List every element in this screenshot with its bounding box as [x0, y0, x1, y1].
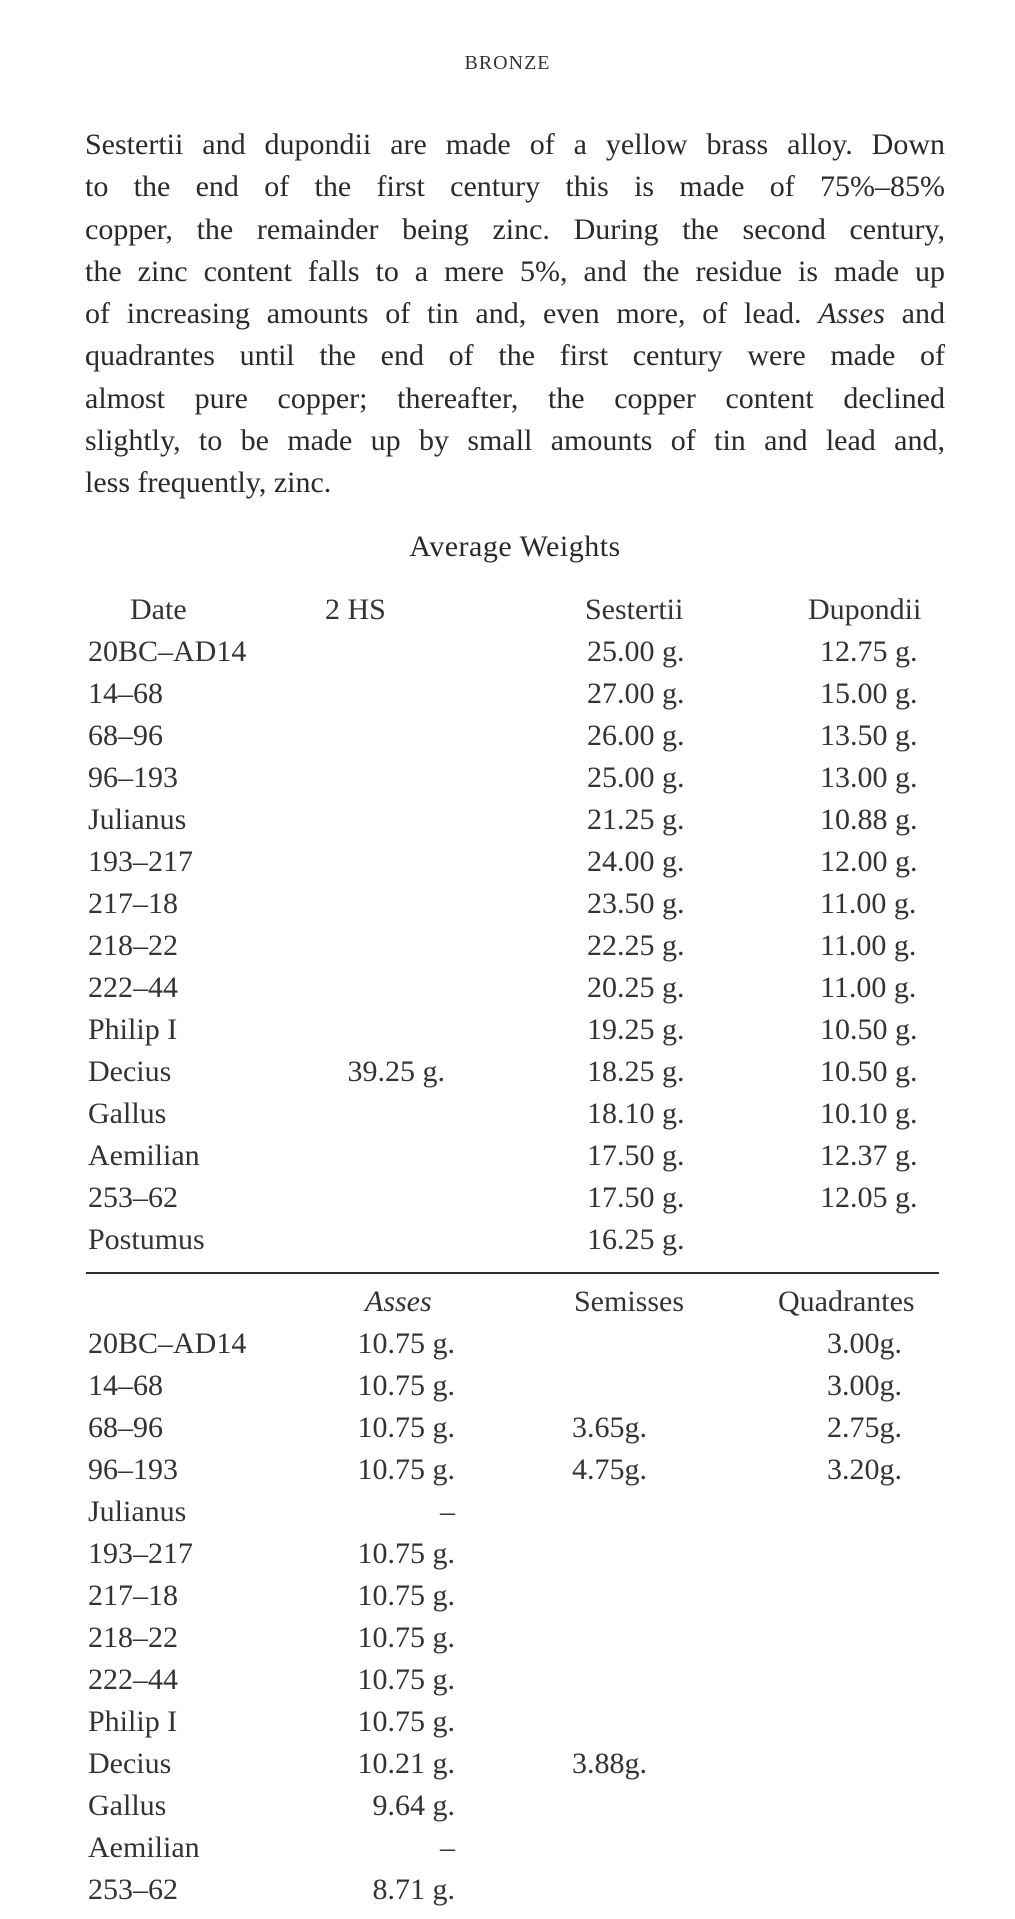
table-row	[0, 803, 1015, 845]
paragraph-text: the zinc content falls to a mere 5%, and the residue is made up	[85, 254, 945, 288]
paragraph-text: less frequently, zinc.	[85, 466, 332, 500]
dupondii-cell: 10.10 g.	[820, 1097, 918, 1130]
asses-cell: 10.21 g.	[357, 1747, 455, 1780]
date-cell: 193–217	[88, 845, 193, 878]
date-cell: 217–18	[88, 887, 178, 920]
dupondii-cell: 12.00 g.	[820, 845, 918, 878]
table-row	[0, 1537, 1015, 1579]
sestertii-cell: 21.25 g.	[587, 803, 685, 836]
sestertii-cell: 26.00 g.	[587, 719, 685, 752]
date-cell: Decius	[88, 1055, 172, 1088]
dupondii-cell: 13.50 g.	[820, 719, 918, 752]
table-row	[0, 1411, 1015, 1453]
asses-cell: 10.75 g.	[357, 1453, 455, 1486]
date-cell: Gallus	[88, 1097, 167, 1130]
paragraph-line	[85, 335, 945, 377]
table-row	[0, 929, 1015, 971]
date-cell: 193–217	[88, 1537, 193, 1570]
paragraph-text: Sestertii and dupondii are made of a yellow brass alloy. Down	[85, 128, 945, 161]
table-row	[0, 1097, 1015, 1139]
asses-cell: 10.75 g.	[357, 1621, 455, 1654]
table-header-row	[0, 1285, 1015, 1327]
date-cell: Philip I	[88, 1013, 178, 1046]
sestertii-cell: 23.50 g.	[587, 887, 685, 920]
column-header-dupondii: Dupondii	[808, 593, 922, 626]
date-cell: 222–44	[88, 1663, 178, 1696]
paragraph-text: to the end of the first century this is made of 75%–85%	[85, 170, 945, 204]
table-row	[0, 635, 1015, 677]
dupondii-cell: 12.05 g.	[820, 1181, 918, 1214]
asses-cell: 9.64 g.	[372, 1789, 455, 1822]
paragraph-line	[85, 251, 945, 293]
asses-cell: 10.75 g.	[357, 1705, 455, 1738]
paragraph-text: slightly, to be made up by small amounts of tin and lead and,	[85, 424, 945, 458]
date-cell: 253–62	[88, 1181, 178, 1214]
sestertii-cell: 25.00 g.	[587, 761, 685, 794]
table-row	[0, 1013, 1015, 1055]
table-row	[0, 1579, 1015, 1621]
paragraph-line	[85, 209, 945, 251]
date-cell: Julianus	[88, 803, 187, 836]
running-head: BRONZE	[464, 52, 551, 74]
paragraph-line	[85, 166, 945, 208]
date-cell: Postumus	[88, 1223, 205, 1256]
sestertii-cell: 20.25 g.	[587, 971, 685, 1004]
date-cell: 96–193	[88, 1453, 178, 1486]
table-row	[0, 719, 1015, 761]
table-row	[0, 1181, 1015, 1223]
table-row	[0, 1055, 1015, 1097]
table-row	[0, 1663, 1015, 1705]
table-row	[0, 677, 1015, 719]
sestertii-cell: 18.10 g.	[587, 1097, 685, 1130]
semisses-cell: 3.88g.	[572, 1747, 647, 1780]
table-row	[0, 887, 1015, 929]
asses-cell: 10.75 g.	[357, 1579, 455, 1612]
table-row	[0, 1139, 1015, 1181]
column-header-2hs: 2 HS	[325, 593, 386, 626]
date-cell: 222–44	[88, 971, 178, 1004]
table-row	[0, 1831, 1015, 1873]
column-header-sestertii: Sestertii	[585, 593, 684, 626]
semisses-cell: 3.65g.	[572, 1411, 647, 1444]
dupondii-cell: 10.50 g.	[820, 1055, 918, 1088]
date-cell: 217–18	[88, 1579, 178, 1612]
column-header-quadrantes: Quadrantes	[778, 1285, 915, 1318]
asses-cell: 10.75 g.	[357, 1327, 455, 1360]
sestertii-cell: 17.50 g.	[587, 1139, 685, 1172]
column-header-asses: Asses	[365, 1285, 432, 1318]
dupondii-cell: 15.00 g.	[820, 677, 918, 710]
table-row	[0, 1747, 1015, 1789]
date-cell: 68–96	[88, 1411, 163, 1444]
quadrantes-cell: 3.20g.	[827, 1453, 902, 1486]
date-cell: 218–22	[88, 1621, 178, 1654]
table-row	[0, 1223, 1015, 1265]
table-row	[0, 1369, 1015, 1411]
paragraph-text: almost pure copper; thereafter, the copper content declined	[85, 381, 945, 415]
asses-cell: 10.75 g.	[357, 1369, 455, 1402]
asses-cell: 10.75 g.	[357, 1411, 455, 1444]
column-header-date: Date	[130, 593, 187, 626]
dupondii-cell: 12.75 g.	[820, 635, 918, 668]
date-cell: 14–68	[88, 677, 163, 710]
dupondii-cell: 13.00 g.	[820, 761, 918, 794]
asses-cell: 10.75 g.	[357, 1537, 455, 1570]
table-row	[0, 761, 1015, 803]
table-divider	[86, 1272, 939, 1274]
table-row	[0, 1495, 1015, 1537]
paragraph-text: quadrantes until the end of the first century were made of	[85, 339, 945, 373]
date-cell: Julianus	[88, 1495, 187, 1528]
date-cell: Aemilian	[88, 1139, 200, 1172]
paragraph-line	[85, 420, 945, 462]
paragraph-text: of increasing amounts of tin and, even more, of lead.	[85, 297, 819, 331]
date-cell: Decius	[88, 1747, 172, 1780]
paragraph-line	[85, 124, 945, 166]
paragraph-line	[85, 462, 945, 504]
paragraph-text: copper, the remainder being zinc. During the second century,	[85, 212, 945, 246]
dupondii-cell: 10.88 g.	[820, 803, 918, 836]
date-cell: 14–68	[88, 1369, 163, 1402]
table-row	[0, 845, 1015, 887]
paragraph-line	[85, 293, 945, 335]
quadrantes-cell: 3.00g.	[827, 1327, 902, 1360]
double-sestertius-cell: 39.25 g.	[347, 1055, 445, 1088]
table-row	[0, 1705, 1015, 1747]
sestertii-cell: 18.25 g.	[587, 1055, 685, 1088]
dupondii-cell: 11.00 g.	[820, 887, 917, 920]
table-row	[0, 1789, 1015, 1831]
dupondii-cell: 12.37 g.	[820, 1139, 918, 1172]
quadrantes-cell: 3.00g.	[827, 1369, 902, 1402]
date-cell: Aemilian	[88, 1831, 200, 1864]
sestertii-cell: 24.00 g.	[587, 845, 685, 878]
date-cell: Gallus	[88, 1789, 167, 1822]
italic-term: Asses	[818, 297, 885, 331]
date-cell: Philip I	[88, 1705, 178, 1738]
sestertii-cell: 19.25 g.	[587, 1013, 685, 1046]
date-cell: 96–193	[88, 761, 178, 794]
date-cell: 253–62	[88, 1873, 178, 1906]
body-paragraph	[85, 124, 945, 505]
sestertii-cell: 17.50 g.	[587, 1181, 685, 1214]
dupondii-cell: 11.00 g.	[820, 929, 917, 962]
table-header-row	[0, 593, 1015, 635]
dupondii-cell: 10.50 g.	[820, 1013, 918, 1046]
asses-cell: 10.75 g.	[357, 1663, 455, 1696]
date-cell: 20BC–AD14	[88, 635, 247, 668]
semisses-cell: 4.75g.	[572, 1453, 647, 1486]
sestertii-cell: 27.00 g.	[587, 677, 685, 710]
quadrantes-cell: 2.75g.	[827, 1411, 902, 1444]
asses-cell: 8.71 g.	[372, 1873, 455, 1906]
table-row	[0, 1453, 1015, 1495]
paragraph-line	[85, 378, 945, 420]
asses-cell: –	[440, 1495, 455, 1528]
dupondii-cell: 11.00 g.	[820, 971, 917, 1004]
column-header-semisses: Semisses	[574, 1285, 685, 1318]
sestertii-cell: 22.25 g.	[587, 929, 685, 962]
date-cell: 218–22	[88, 929, 178, 962]
table-row	[0, 971, 1015, 1013]
table-row	[0, 1327, 1015, 1369]
date-cell: 20BC–AD14	[88, 1327, 247, 1360]
paragraph-text: and	[884, 297, 945, 331]
table-row	[0, 1621, 1015, 1663]
date-cell: 68–96	[88, 719, 163, 752]
sestertii-cell: 16.25 g.	[587, 1223, 685, 1256]
table-title: Average Weights	[409, 530, 621, 563]
asses-cell: –	[440, 1831, 455, 1864]
table-row	[0, 1873, 1015, 1915]
sestertii-cell: 25.00 g.	[587, 635, 685, 668]
